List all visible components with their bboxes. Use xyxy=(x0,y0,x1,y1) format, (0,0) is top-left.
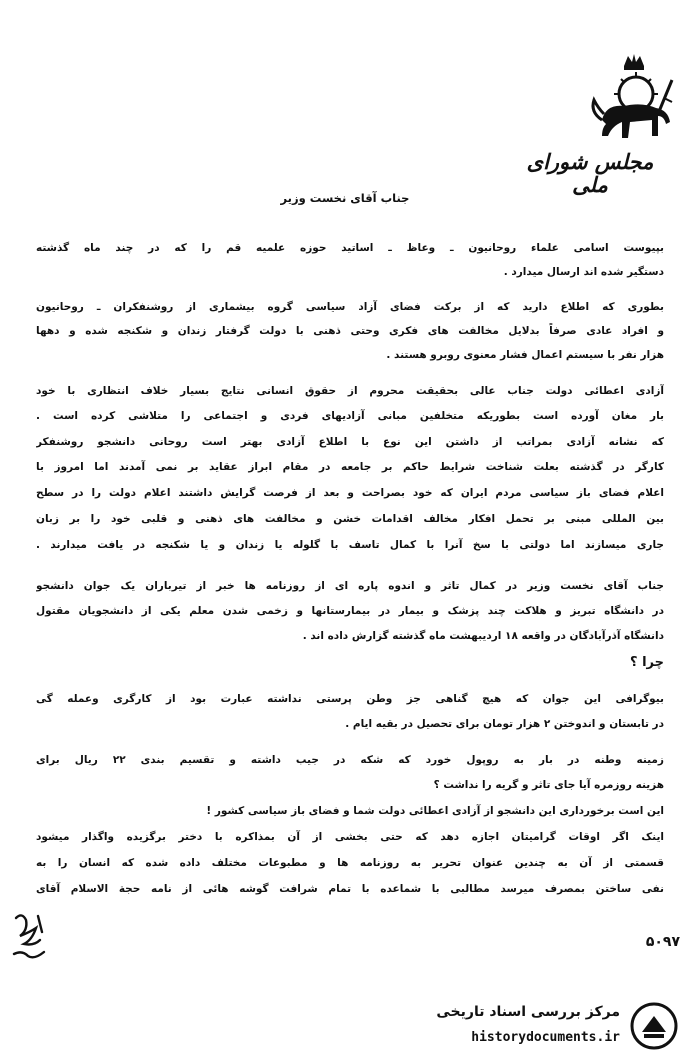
body-line: بطوری که اطلاع دارید که از برکت فضای آزاد سیاسی گروه بیشماری از روشنفکران ـ روحانیون xyxy=(36,301,664,313)
body-line: آزادی اعطائی دولت جناب عالی بحقیقت محروم از حقوق انسانی نتایج بسیار خلاف انتظاری با خود xyxy=(36,385,664,397)
body-line: هزار نفر با سیستم اعمال فشار معنوی روبرو هستند . xyxy=(386,349,664,361)
body-line: اینک اگر اوقات گرامیتان اجازه دهد که حتی بخشی از آن بمذاکره با دختر برگزیده واگذار میشود xyxy=(36,831,664,843)
lion-and-sun-emblem xyxy=(584,52,684,152)
salutation: جناب آقای نخست وزیر xyxy=(280,191,410,205)
body-line: زمینه وطنه در بار به روپول خورد که شکه در جیب داشته و تقسیم بندی ۲۲ ریال برای xyxy=(36,754,664,766)
body-line: این است برخورداری این دانشجو از آزادی اعطائی دولت شما و فضای باز سیاسی کشور ! xyxy=(206,805,664,817)
body-line: هزینه روزمره آیا جای تاثر و گریه را نداشت ؟ xyxy=(433,779,664,791)
handwritten-signature xyxy=(10,910,50,965)
letterhead-title: مجلس شورای ملی xyxy=(526,149,654,198)
page-number: ۵۰۹۷ xyxy=(645,934,680,950)
body-line: در دانشگاه تبریز و هلاکت چند پزشک و بیمار در بیمارستانها و زخمی شدن معلم یکی از دانشجویان مقتول xyxy=(36,605,664,617)
body-line: بار مغان آورده است بطوریکه متخلفین مبانی آزادیهای فردی و اجتماعی را متلاشی کرده است . xyxy=(36,410,664,422)
body-line: که نشانه آزادی بمراتب از داشتن این نوع با اطلاع آزادی بهتر است روحانی دانشجو روشنفکر xyxy=(36,436,664,448)
body-line: بیوگرافی این جوان که هیچ گناهی جز وطن پرستی نداشته عبارت بود از کارگری وعمله گی xyxy=(36,693,664,705)
body-line: بین المللی مبنی بر تحمل افکار مخالف اقدامات خشن و مخالفت های ذهنی و قلبی خود را بر زبان xyxy=(36,513,664,525)
body-line: دانشگاه آذرآبادگان در واقعه ۱۸ اردیبهشت ماه گذشته گزارش داده اند . xyxy=(302,630,664,642)
archive-logo-icon xyxy=(630,1002,678,1050)
archive-watermark xyxy=(404,996,700,1063)
body-line: قسمتی از آن به چندین عنوان تحریر به روزنامه ها و مطبوعات مختلف داده شده که انسان را به xyxy=(36,857,664,869)
watermark-title: مرکز بررسی اسناد تاریخی xyxy=(436,1004,620,1020)
body-line: جاری میسازند اما دولتی با سخ آنرا با کمال تاسف با گلوله یا زندان و یا شکنجه در یافت میدارند . xyxy=(36,539,664,551)
body-line: و افراد عادی صرفاً بدلایل مخالفت های فکری وحتی ذهنی با دولت گرفتار زندان و شکنجه شده و دهها xyxy=(36,325,664,337)
body-line: در تابستان و اندوختن ۲ هزار تومان برای تحصیل در بقیه ایام . xyxy=(345,718,664,730)
body-line: دستگیر شده اند ارسال میدارد . xyxy=(503,266,664,278)
body-line: نفی ساختن بمصرف میرسد مطالبی با شماعده با تمام شرافت گوشه هائی از نامه حجة الاسلام آقای xyxy=(36,883,664,895)
body-line: کارگر در گذشته بعلت شناخت شرایط حاکم بر جامعه در مقام ابراز عقاید بر نمی آمدند اما امروز با xyxy=(36,461,664,473)
body-line: اعلام فضای باز سیاسی مردم ایران که خود بصراحت و بعد از فرصت گرایش داشتند اعلام دولت را در سطح xyxy=(36,487,664,499)
body-line: جناب آقای نخست وزیر در کمال تاثر و اندوه پاره ای از روزنامه ها خبر از تیرباران یک جوان دانشجو xyxy=(36,580,664,592)
body-line: بپیوست اسامی علماء روحانیون ـ وعاظ ـ اساتید حوزه علمیه قم را که در چند ماه گذشته xyxy=(36,242,664,254)
body-line: چرا ؟ xyxy=(630,655,664,670)
watermark-url[interactable]: historydocuments.ir xyxy=(471,1030,620,1045)
